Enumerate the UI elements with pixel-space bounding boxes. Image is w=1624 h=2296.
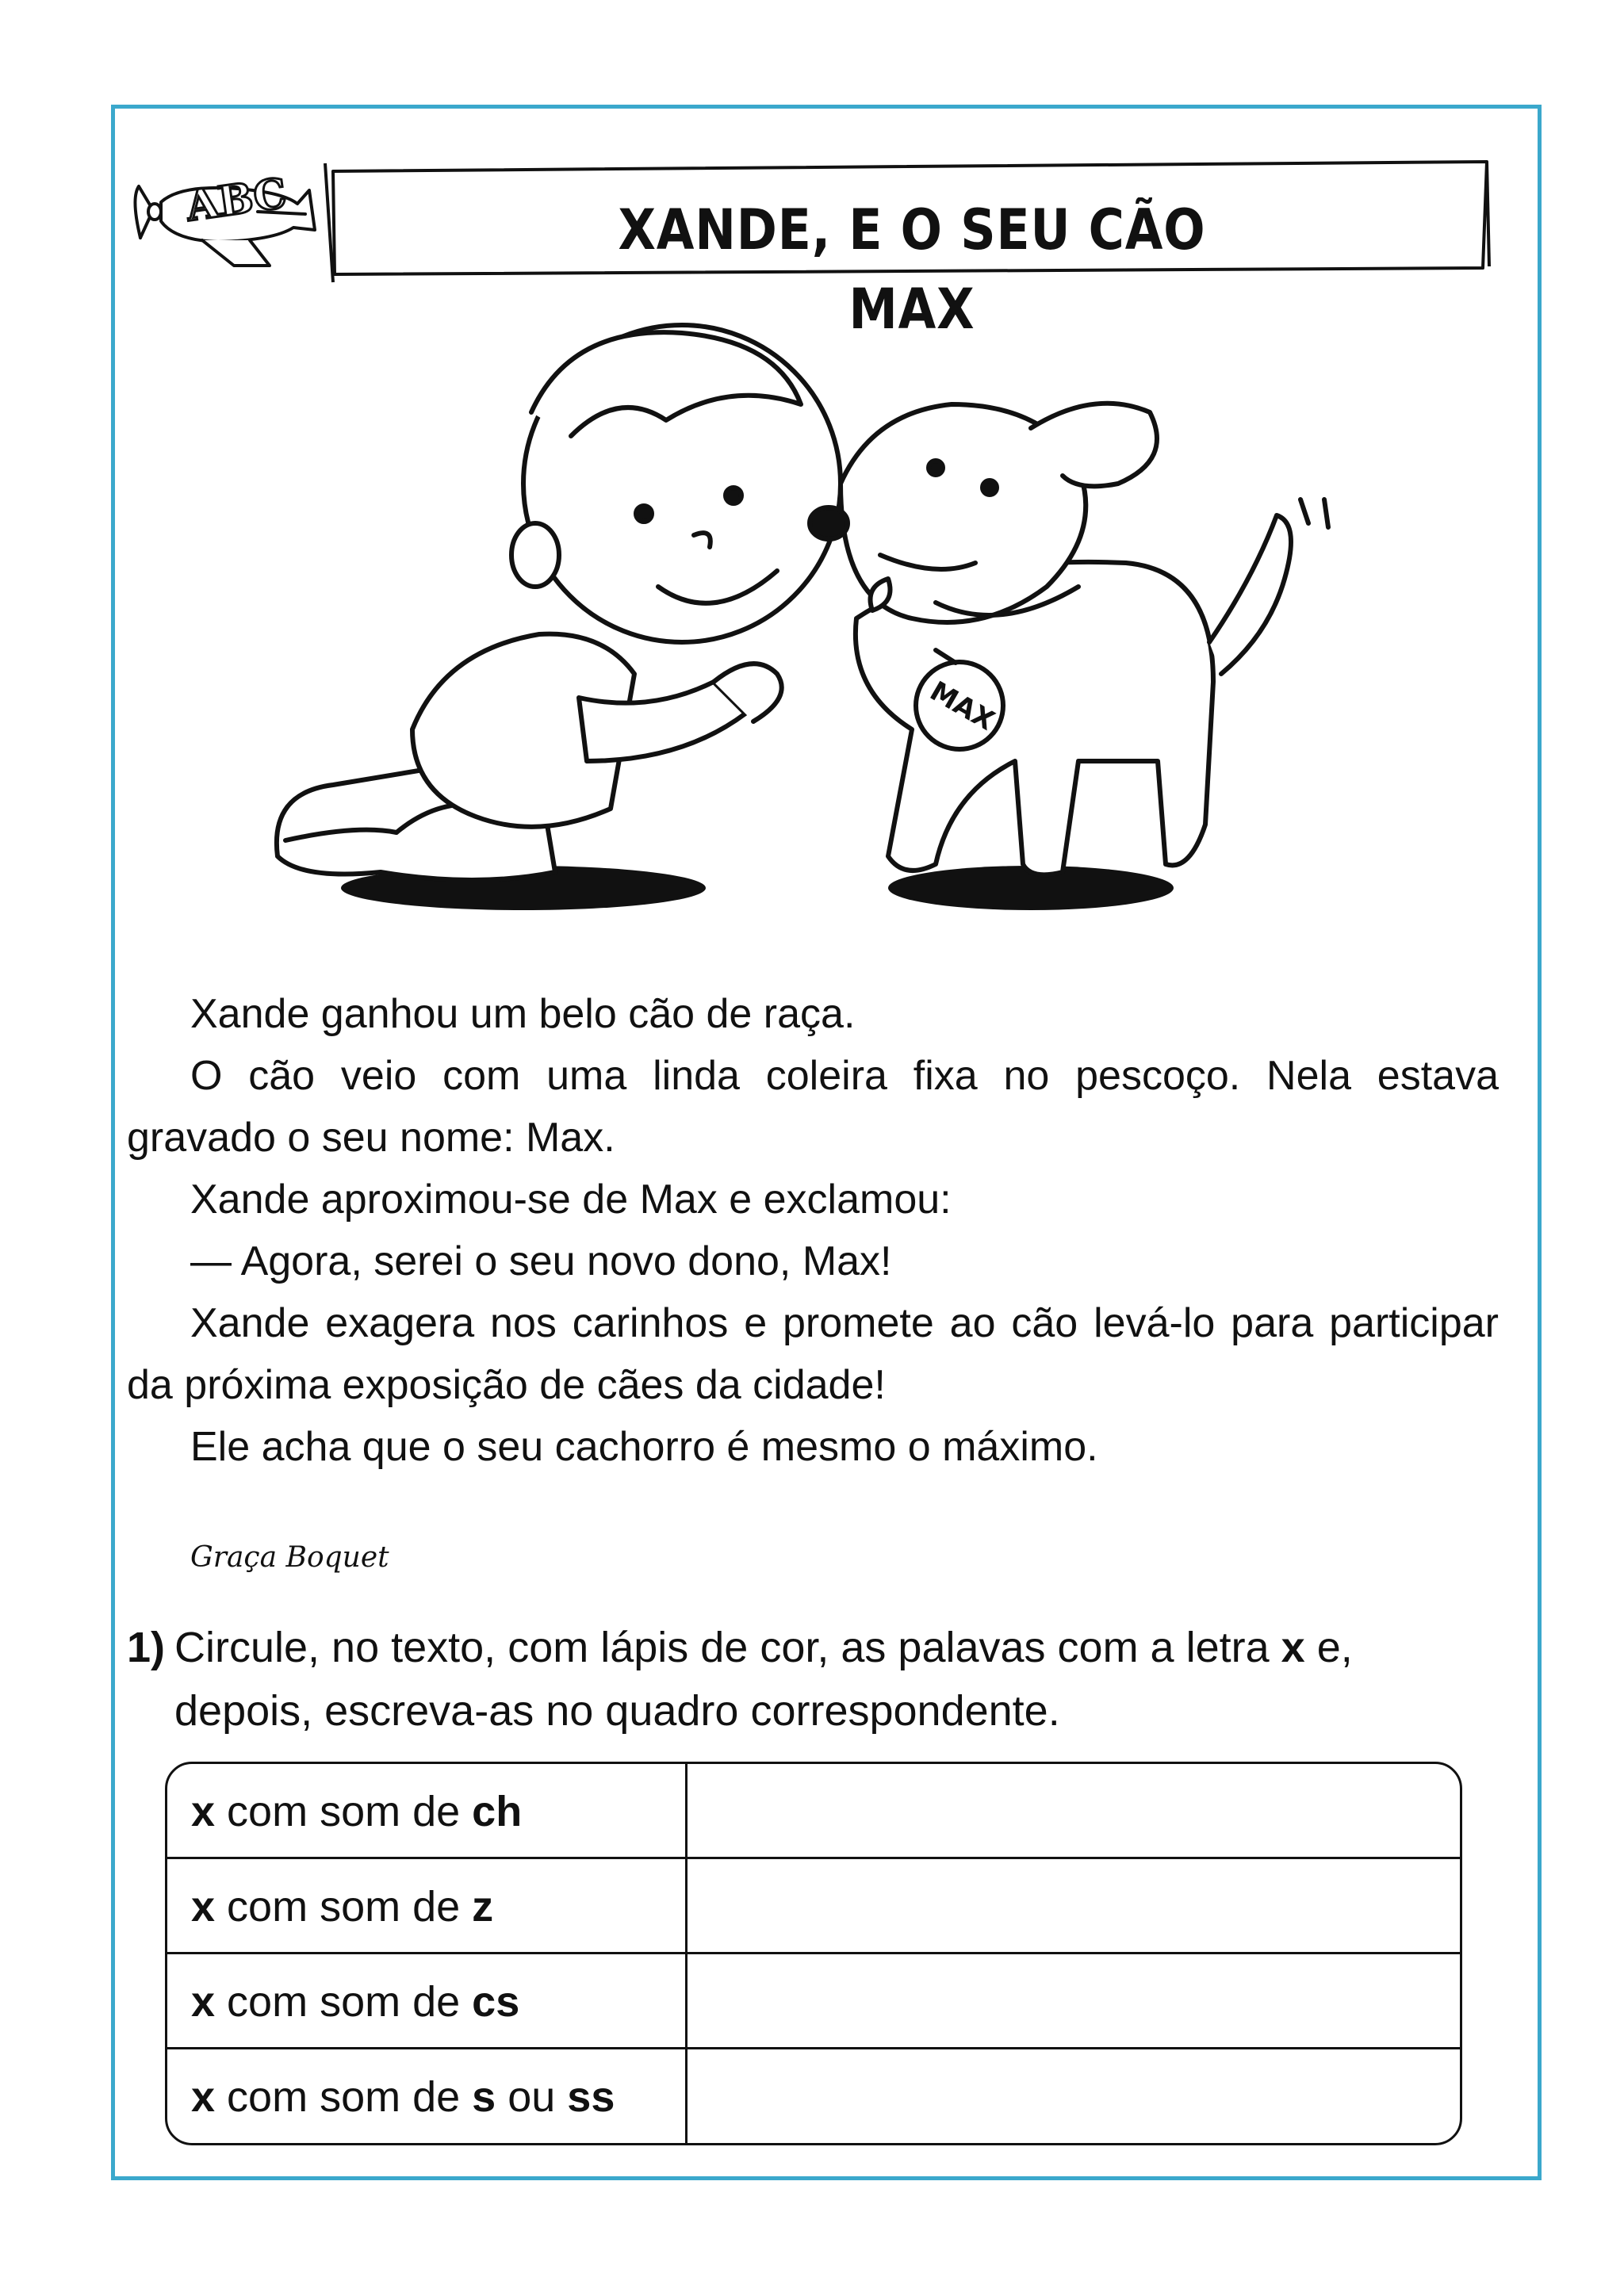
row-label: x com som de s ou ss <box>167 2049 688 2143</box>
story-line-3: Xande aproximou-se de Max e exclamou: <box>190 1177 952 1223</box>
question-text-line2: depois, escreva-as no quadro correspondente. <box>174 1687 1060 1735</box>
table-row <box>167 2049 1460 2143</box>
page-title: XANDE, E O SEU CÃO MAX <box>618 197 1206 342</box>
dog-nose <box>810 507 848 539</box>
table-row <box>167 1859 1460 1954</box>
table-row <box>167 1764 1460 1859</box>
story-line-6: Ele acha que o seu cachorro é mesmo o máximo. <box>190 1424 1098 1470</box>
answer-cell-cs[interactable] <box>688 1954 1460 2047</box>
answer-table <box>165 1762 1462 2145</box>
question-text-part1: Circule, no texto, com lápis de cor, as palavas com a letra <box>174 1624 1281 1671</box>
story-line-1: Xande ganhou um belo cão de raça. <box>190 991 856 1037</box>
boy-and-dog-illustration <box>238 317 1411 936</box>
question-number: 1) <box>127 1624 166 1671</box>
answer-cell-z[interactable] <box>688 1859 1460 1952</box>
story-line-4: — Agora, serei o seu novo dono, Max! <box>190 1238 892 1284</box>
question-text-part2: e, <box>1304 1624 1353 1671</box>
table-row <box>167 1954 1460 2049</box>
story-text <box>127 983 1499 1478</box>
author-credit: Graça Boquet <box>190 1541 389 1574</box>
question-1 <box>127 1616 1507 1743</box>
answer-cell-ch[interactable] <box>688 1764 1460 1857</box>
row-label: x com som de z <box>167 1859 688 1952</box>
question-letter: x <box>1281 1624 1305 1671</box>
logo-letters: ABC <box>183 169 290 232</box>
answer-cell-s-ss[interactable] <box>688 2049 1460 2143</box>
row-label: x com som de ch <box>167 1764 688 1857</box>
dog-tag-label: MAX <box>924 675 1000 737</box>
story-line-2: O cão veio com uma linda coleira fixa no pescoço. Nela estava gravado o seu nome: Max. <box>127 1053 1499 1161</box>
dog-tail <box>1209 515 1291 674</box>
story-line-5: Xande exagera nos carinhos e promete ao cão levá-lo para participar da próxima exposição de cães da cidade! <box>127 1300 1499 1408</box>
abc-airplane-logo <box>131 155 321 289</box>
row-label: x com som de cs <box>167 1954 688 2047</box>
